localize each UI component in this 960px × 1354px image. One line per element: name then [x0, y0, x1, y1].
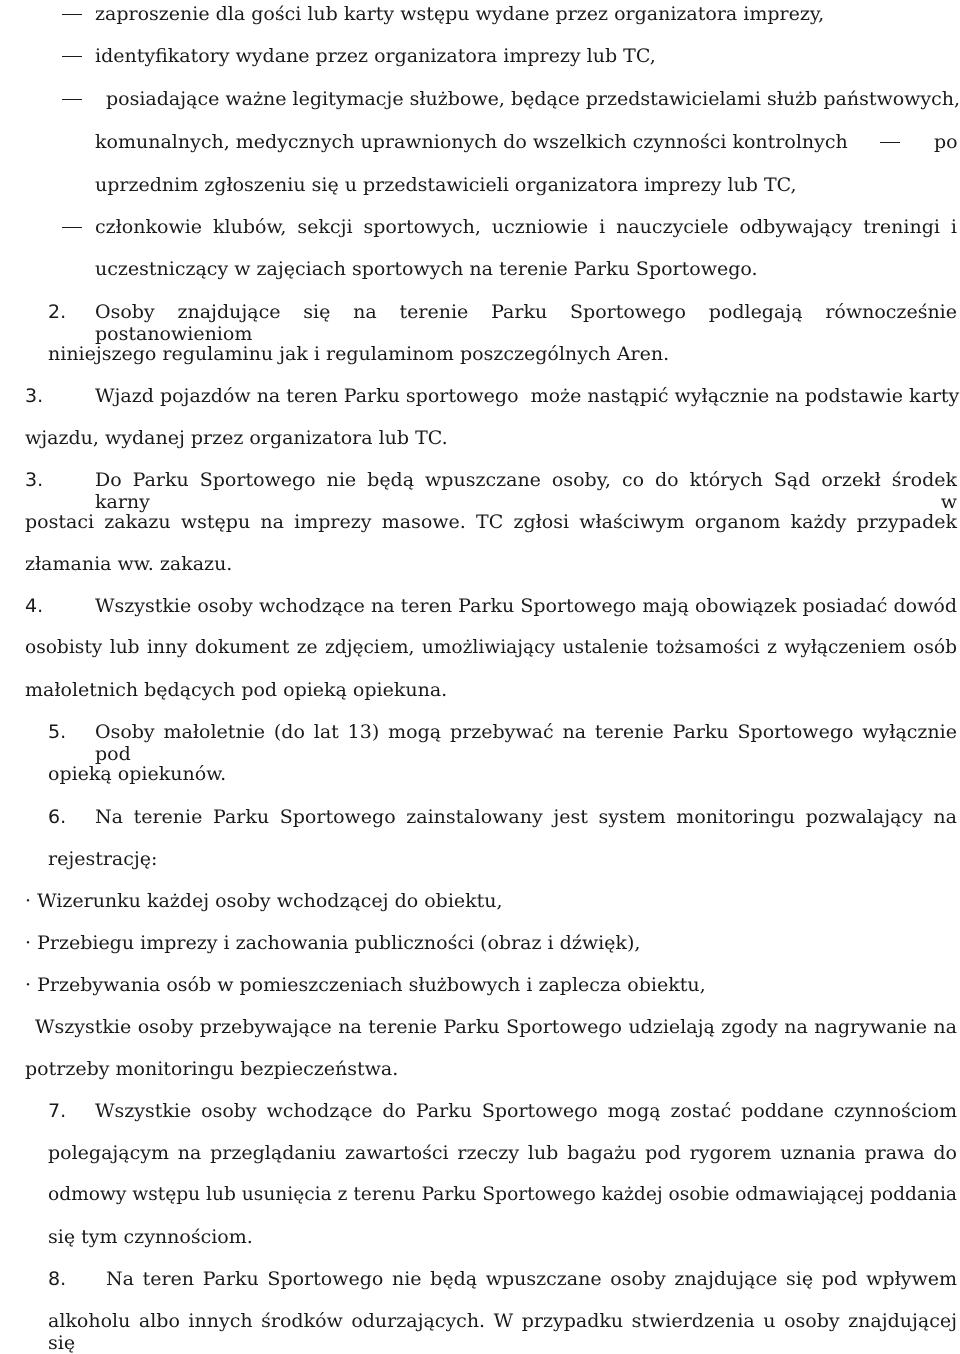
- item-line: wjazdu, wydanej przez organizatora lub TC.: [25, 427, 448, 449]
- bullet-text: posiadające ważne legitymacje służbowe, będące przedstawicielami służb państwowych,: [106, 88, 960, 110]
- item-line: Wszystkie osoby wchodzące do Parku Sportowego mogą zostać poddane czynnościom: [95, 1100, 957, 1122]
- item-line: odmowy wstępu lub usunięcia z terenu Parku Sportowego każdej osobie odmawiającej poddania: [48, 1184, 957, 1205]
- item-number: 6.: [48, 806, 67, 828]
- item-line: alkoholu albo innych środków odurzających. W przypadku stwierdzenia u osoby znajdującej się: [48, 1310, 957, 1354]
- item-line: osobisty lub inny dokument ze zdjęciem, umożliwiający ustalenie tożsamości z wyłączeniem osób: [25, 637, 957, 658]
- item-number: 4.: [25, 595, 44, 617]
- bullet-text: zaproszenie dla gości lub karty wstępu wydane przez organizatora imprezy,: [95, 3, 825, 25]
- item-line: Do Parku Sportowego nie będą wpuszczane osoby, co do których Sąd orzekł środek karny w: [95, 469, 957, 513]
- paragraph-line: Wszystkie osoby przebywające na terenie Parku Sportowego udzielają zgody na nagrywanie na: [35, 1016, 957, 1038]
- dot-item: · Przebywania osób w pomieszczeniach służbowych i zaplecza obiektu,: [25, 974, 706, 996]
- dash-marker-inline: [880, 142, 900, 143]
- bullet-continuation: komunalnych, medycznych uprawnionych do wszelkich czynności kontrolnych: [95, 131, 848, 153]
- item-line: małoletnich będących pod opieką opiekuna.: [25, 679, 448, 701]
- item-line: Wszystkie osoby wchodzące na teren Parku Sportowego mają obowiązek posiadać dowód: [95, 595, 957, 617]
- bullet-continuation: uczestniczący w zajęciach sportowych na terenie Parku Sportowego.: [95, 258, 758, 280]
- dash-marker: [62, 56, 82, 57]
- item-number: 7.: [48, 1100, 67, 1122]
- item-line: postaci zakazu wstępu na imprezy masowe. TC zgłosi właściwym organom każdy przypadek: [25, 511, 957, 533]
- bullet-continuation: uprzednim zgłoszeniu się u przedstawicieli organizatora imprezy lub TC,: [95, 174, 797, 196]
- item-line: złamania ww. zakazu.: [25, 553, 233, 575]
- item-line: Na terenie Parku Sportowego zainstalowany jest system monitoringu pozwalający na: [95, 806, 957, 828]
- item-number: 8.: [48, 1268, 67, 1290]
- item-line: Na teren Parku Sportowego nie będą wpuszczane osoby znajdujące się pod wpływem: [106, 1268, 957, 1290]
- dash-marker: [62, 99, 82, 100]
- dot-item: · Przebiegu imprezy i zachowania publiczności (obraz i dźwięk),: [25, 932, 641, 954]
- item-line: Osoby znajdujące się na terenie Parku Sportowego podlegają równocześnie postanowieniom: [95, 301, 957, 345]
- item-number: 5.: [48, 721, 67, 743]
- item-line: opieką opiekunów.: [48, 763, 227, 785]
- bullet-text: członkowie klubów, sekcji sportowych, uczniowie i nauczyciele odbywający treningi i: [95, 216, 957, 238]
- item-line: Osoby małoletnie (do lat 13) mogą przebywać na terenie Parku Sportowego wyłącznie pod: [95, 721, 957, 765]
- item-number: 3.: [25, 385, 44, 407]
- dash-marker: [62, 227, 82, 228]
- bullet-text: identyfikatory wydane przez organizatora imprezy lub TC,: [95, 45, 656, 67]
- paragraph-line: potrzeby monitoringu bezpieczeństwa.: [25, 1058, 399, 1080]
- item-line: niniejszego regulaminu jak i regulaminom poszczególnych Aren.: [48, 343, 670, 365]
- dash-marker: [62, 14, 82, 15]
- item-line: rejestrację:: [48, 848, 158, 870]
- item-line: polegającym na przeglądaniu zawartości rzeczy lub bagażu pod rygorem uznania prawa do: [48, 1142, 957, 1164]
- item-number: 3.: [25, 469, 44, 491]
- item-number: 2.: [48, 301, 67, 323]
- bullet-continuation-end: po: [934, 131, 958, 153]
- dot-item: · Wizerunku każdej osoby wchodzącej do obiektu,: [25, 890, 503, 912]
- item-line: Wjazd pojazdów na teren Parku sportowego może nastąpić wyłącznie na podstawie karty: [95, 385, 960, 407]
- item-line: się tym czynnościom.: [48, 1226, 253, 1248]
